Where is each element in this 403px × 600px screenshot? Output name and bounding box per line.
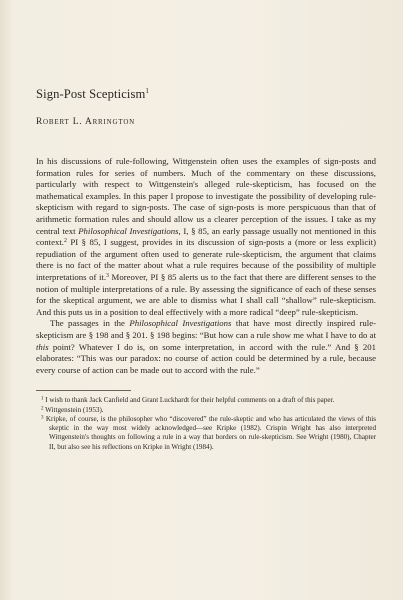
article-title: [36, 84, 376, 102]
footnote-text: I wish to thank Jack Canfield and Grant Luckhardt for their helpful comments on a draft of this paper.: [45, 396, 335, 405]
footnote-number: 2: [41, 406, 44, 412]
paragraph-2-italic-a: Philosophical Investigations: [129, 318, 232, 329]
title-footnote-marker: 1: [145, 87, 150, 95]
paragraph-1-text-b: , I, § 85, an early passage usually not mentioned in this context.: [36, 225, 376, 248]
footnote-text: Kripke, of course, is the philosopher who “discovered” the rule-skeptic and who has articulated the views of this skeptic in the way most widely acknowledged—see Kripke (1982). Crispin Wright has also interpreted Wittgenstein's thoughts on following a rule in a way that borders on rule-skepticism. See Wright (1980), Chapter II, but also see his reflections on Kripke in Wright (1984).: [45, 414, 376, 451]
footnote-divider: [36, 390, 131, 391]
footnotes: [36, 396, 376, 452]
paragraph-2-text-a: The passages in the: [50, 318, 130, 329]
footnote-text: Wittgenstein (1953).: [45, 405, 104, 414]
footnote-1: [36, 396, 376, 405]
author-name: Robert L. Arrington: [36, 117, 136, 127]
footnote-number: 3: [41, 415, 44, 421]
paragraph-1-text-a: In his discussions of rule-following, Wittgenstein often uses the examples of sign-posts and formation rules for series of numbers. Much of the commentary on these discussions, particularly with respect to Wittgenstein's alleged rule-skepticism, has focused on the mathematical examples. In this paper I propose to investigate the possibility of developing rule-skepticism with regard to sign-posts. The case of sign-posts is more perspicuous than that of arithmetic formation rules and should allow us a clearer perception of the issues. I take as my central text: [36, 156, 376, 236]
paragraph-1-text-d: Moreover, PI § 85 alerts us to the fact that there are different senses to the notion of multiple interpretations of a rule. By assessing the significance of each of these senses for the skeptical argument, we are able to dismiss what I shall call “shallow” rule-skepticism. And this puts us in a position to deal effectively with a more radical “deep” rule-skepticism.: [36, 271, 376, 317]
paragraph-2-text-c: point? Whatever I do is, on some interpretation, in accord with the rule.” And § 201 elaborates: “This was our paradox: no course of action could be determined by a rule, because every course of action can be made out to accord with the rule.”: [36, 341, 376, 375]
article: [36, 84, 376, 452]
paragraph-1: [36, 156, 376, 318]
footnote-number: 1: [41, 396, 44, 402]
paragraph-2: [36, 318, 376, 376]
paragraph-2-italic-b: this: [36, 341, 49, 352]
footnote-2: [36, 406, 376, 415]
paragraph-1-italic-a: Philosophical Investigations: [78, 225, 179, 236]
article-body: [36, 156, 376, 376]
footnote-marker-3: 3: [106, 272, 109, 279]
paragraph-1-text-c: PI § 85, I suggest, provides in its discussion of sign-posts a (more or less explicit) repudiation of the argument often used to generate rule-skepticism, the argument that claims there is no fact of the matter about what a rule requires because of the possibility of multiple interpretations of it.: [36, 237, 376, 282]
footnote-marker-2: 2: [63, 238, 67, 245]
footnote-3: [36, 415, 376, 452]
title-text: Sign-Post Scepticism: [36, 87, 146, 101]
paragraph-2-text-b: that have most directly inspired rule-skepticism are § 198 and § 201. § 198 begins: “But how can a rule show me what I have to do at: [36, 318, 377, 340]
